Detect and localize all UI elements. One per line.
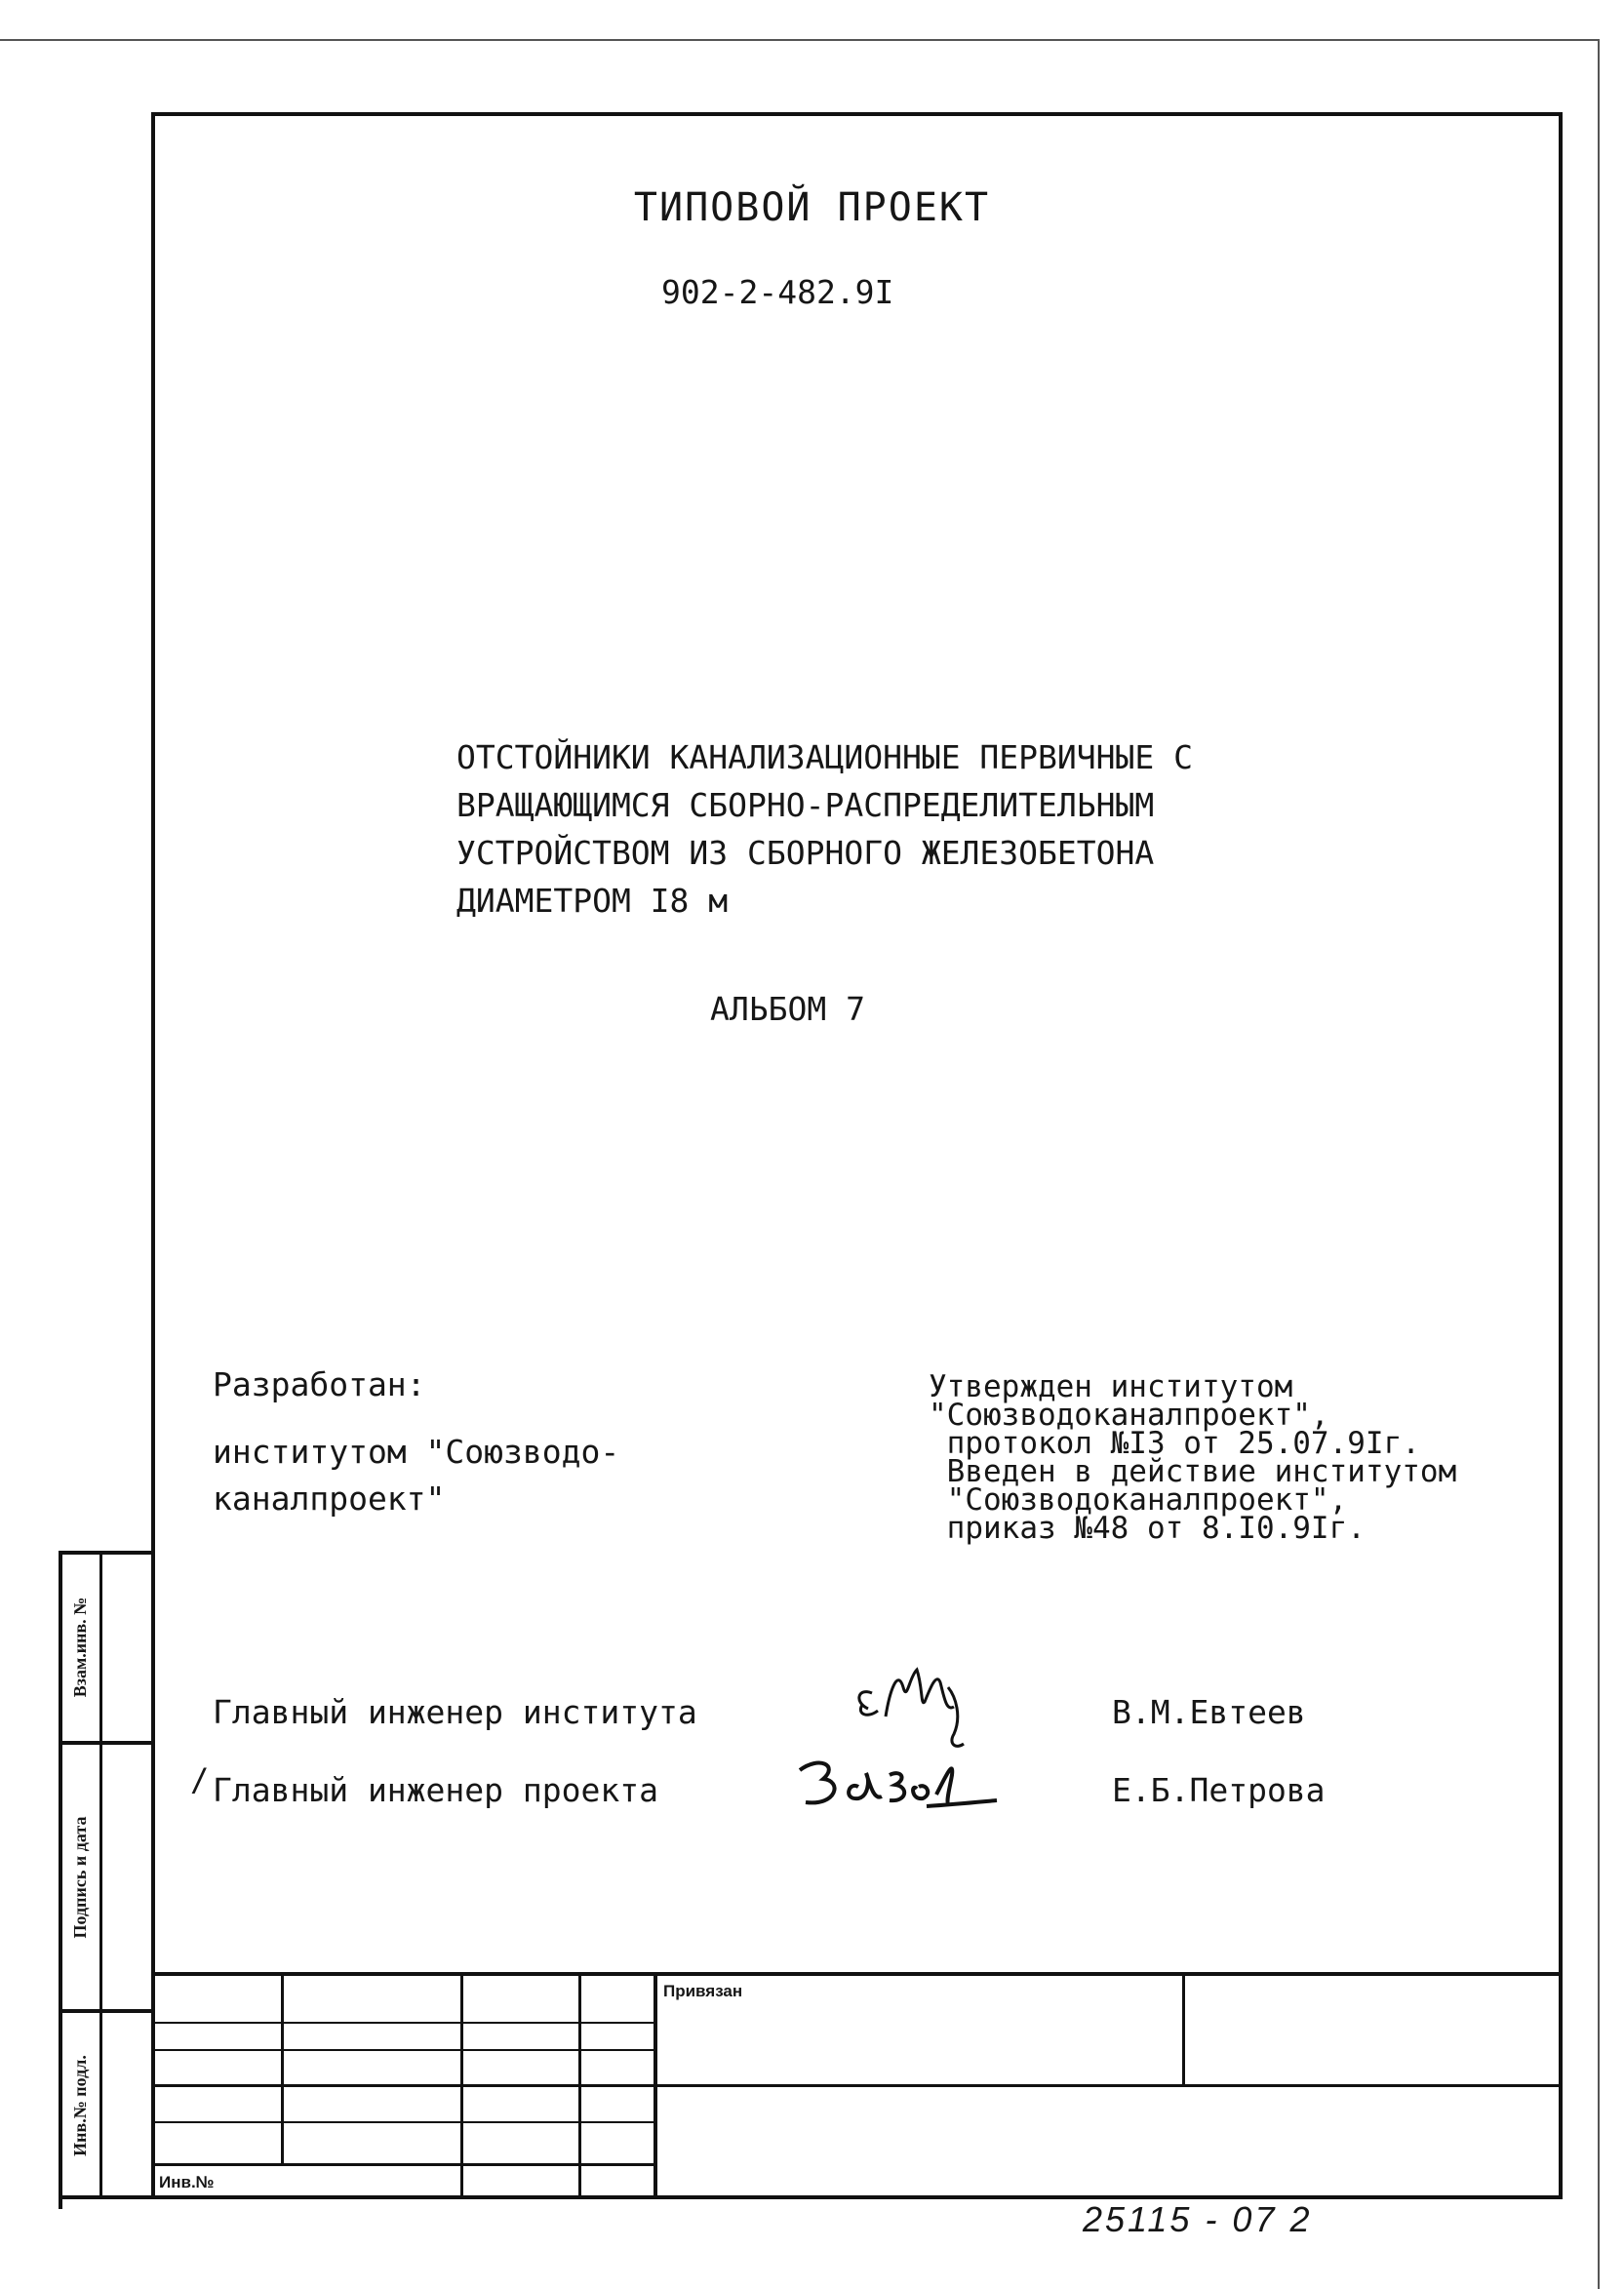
developer-label: Разработан:: [213, 1365, 426, 1403]
side-stamp-outer-line: [59, 1551, 62, 2209]
side-stamp-top-line: [59, 1551, 153, 1555]
chief-engineer-project-name: Е.Б.Петрова: [1112, 1771, 1326, 1809]
chief-engineer-institute-name: В.М.Евтеев: [1112, 1693, 1306, 1731]
project-number: 902-2-482.9I: [661, 273, 894, 311]
stamp-row-3: [151, 2084, 1563, 2087]
original-inventory-label: Инв.№ подл.: [70, 2055, 90, 2156]
right-edge-line: [1598, 39, 1600, 2289]
stamp-row-2: [151, 2049, 656, 2051]
side-stamp-inner-line: [99, 1551, 102, 2199]
signature-evteev: [839, 1648, 1005, 1756]
chief-engineer-project-role: Главный инженер проекта: [213, 1771, 658, 1809]
side-stamp-divider-2: [59, 2009, 153, 2013]
stamp-col-1: [281, 1972, 284, 2165]
side-stamp-divider-1: [59, 1741, 153, 1745]
stamp-row-4: [151, 2121, 656, 2123]
inventory-number-label: Инв.№: [159, 2173, 215, 2191]
album-number: АЛЬБОМ 7: [710, 990, 865, 1028]
signature-petrova: [780, 1746, 1005, 1824]
top-edge-line: [0, 39, 1600, 41]
stamp-row-5: [151, 2163, 656, 2166]
stamp-col-5: [1182, 1972, 1185, 2085]
substitution-inventory-label: Взам.инв. №: [70, 1597, 90, 1698]
document-title: ОТСТОЙНИКИ КАНАЛИЗАЦИОННЫЕ ПЕРВИЧНЫЕ С ВРАЩАЮЩИМСЯ СБОРНО-РАСПРЕДЕЛИТЕЛЬНЫМ УСТРОЙСТВОМ ИЗ СБОРНОГО ЖЕЛЕЗОБЕТОНА ДИАМЕТРОМ I8 м: [456, 738, 1193, 920]
stamp-top-line: [151, 1972, 1563, 1976]
main-frame: [151, 112, 1563, 2199]
linked-label: Привязан: [663, 1982, 743, 2000]
side-stamp-bottom-line: [59, 2195, 156, 2199]
document-code: 25115 - 07 2: [1083, 2199, 1313, 2239]
signature-date-label: Подпись и дата: [70, 1816, 90, 1939]
project-type-heading: ТИПОВОЙ ПРОЕКТ: [633, 185, 991, 230]
stamp-row-1: [151, 2022, 656, 2024]
chief-engineer-institute-role: Главный инженер института: [213, 1693, 697, 1731]
developer-institute: институтом "Союзводо- каналпроект": [213, 1433, 620, 1518]
approval-statement: Утвержден институтом "Союзводоканалпроект", протокол №I3 от 25.07.9Iг. Введен в действие институтом "Союзводоканалпроект", приказ №48 от 8.I0.9Iг.: [929, 1369, 1457, 1546]
tick-mark: /: [190, 1761, 210, 1798]
